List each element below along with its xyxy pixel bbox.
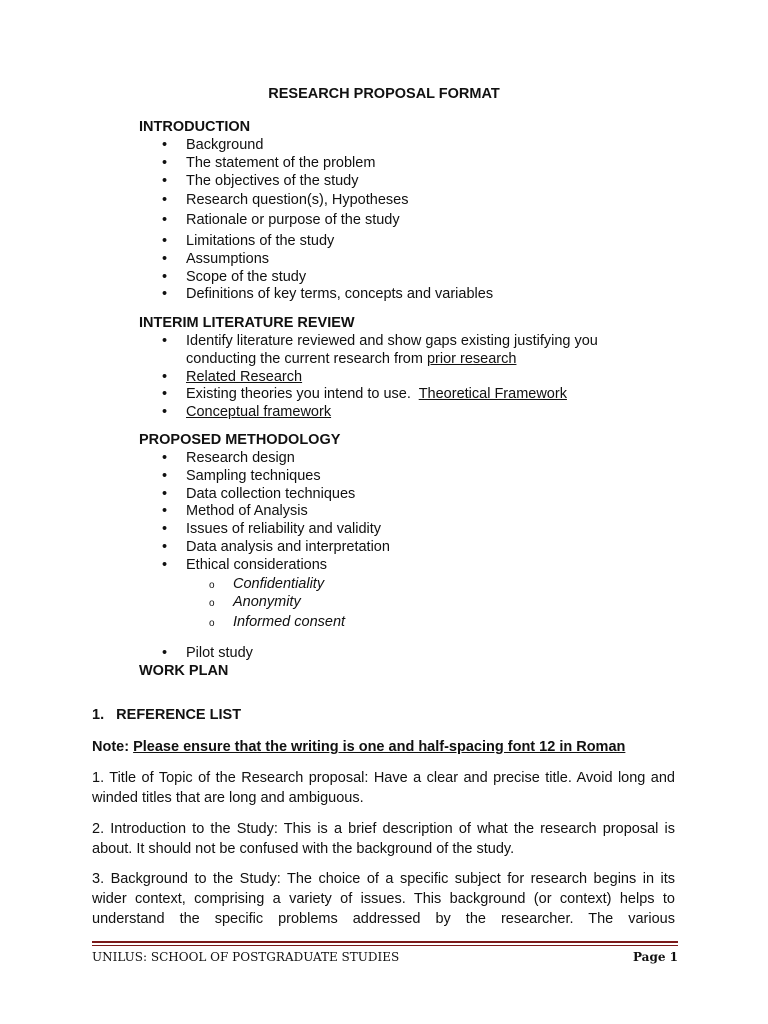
list-item: o Informed consent: [139, 613, 699, 631]
list-item: [139, 404, 699, 422]
page-title: RESEARCH PROPOSAL FORMAT: [268, 86, 500, 102]
list-item: o Anonymity: [139, 593, 699, 611]
list-item: [139, 369, 699, 387]
list-item: • Issues of reliability and validity: [139, 521, 699, 539]
literature-item-text: conducting the current research from: [186, 350, 427, 367]
list-item: • Rationale or purpose of the study: [139, 212, 699, 230]
paragraph-introduction: 2. Introduction to the Study: This is a brief description of what the research proposal is about. It should not be confused with the background of the study.: [92, 821, 675, 857]
literature-heading: INTERIM LITERATURE REVIEW: [139, 315, 355, 331]
list-item: • Assumptions: [139, 251, 699, 269]
methodology-section: [139, 431, 699, 681]
related-research-link[interactable]: Related Research: [186, 368, 303, 385]
work-plan-heading: WORK PLAN: [139, 663, 229, 680]
page-number: Page 1: [632, 950, 678, 964]
theoretical-framework-link[interactable]: Theoretical Framework: [418, 386, 567, 403]
footer-divider: [92, 941, 678, 943]
list-item: • Data collection techniques: [139, 486, 699, 504]
methodology-heading: PROPOSED METHODOLOGY: [139, 432, 341, 448]
list-item: [139, 333, 699, 369]
note-text: Please ensure that the writing is one and half-spacing font 12 in Roman: [133, 739, 626, 755]
footer-divider-thin: [92, 945, 678, 946]
list-item: • The objectives of the study: [139, 173, 699, 191]
list-item: o Confidentiality: [139, 575, 699, 593]
literature-section: [139, 314, 699, 422]
list-item: • The statement of the problem: [139, 155, 699, 173]
list-item: • Method of Analysis: [139, 503, 699, 521]
list-item: • Background: [139, 137, 699, 155]
prior-research-link[interactable]: prior research: [426, 350, 517, 367]
list-item: • Research question(s), Hypotheses: [139, 192, 699, 210]
conceptual-framework-link[interactable]: Conceptual framework: [186, 404, 332, 421]
list-item: • Limitations of the study: [139, 233, 699, 251]
note-line: [92, 739, 625, 755]
pilot-list: [139, 645, 699, 663]
note-label: Note:: [92, 739, 134, 755]
introduction-section: [139, 118, 699, 304]
paragraph-title: 1. Title of Topic of the Research proposal: Have a clear and precise title. Avoid long and winded titles that are long and ambiguous.: [92, 770, 675, 806]
list-item: [139, 386, 699, 404]
list-item: • Definitions of key terms, concepts and variables: [139, 286, 699, 304]
list-item: • Ethical considerations: [139, 557, 699, 575]
list-item: • Sampling techniques: [139, 468, 699, 486]
reference-list-heading: 1. REFERENCE LIST: [92, 707, 242, 723]
methodology-list: [139, 450, 699, 575]
introduction-list: [139, 137, 699, 304]
paragraph-background: 3. Background to the Study: The choice of a specific subject for research begins in its wider context, comprising a variety of issues. This background (or context) helps to understand the specific problems addressed by the researcher. The various: [92, 871, 675, 927]
literature-item-text: Identify literature reviewed and show gaps existing justifying you: [186, 333, 598, 349]
list-item: • Data analysis and interpretation: [139, 539, 699, 557]
literature-item-text: Existing theories you intend to use.: [186, 386, 419, 403]
list-item: • Pilot study: [139, 645, 699, 663]
introduction-heading: INTRODUCTION: [139, 119, 251, 135]
ethics-sublist: [139, 575, 699, 631]
footer-school: UNILUS: SCHOOL OF POSTGRADUATE STUDIES: [92, 950, 400, 964]
list-item: • Research design: [139, 450, 699, 468]
list-item: • Scope of the study: [139, 269, 699, 287]
literature-list: [139, 333, 699, 422]
